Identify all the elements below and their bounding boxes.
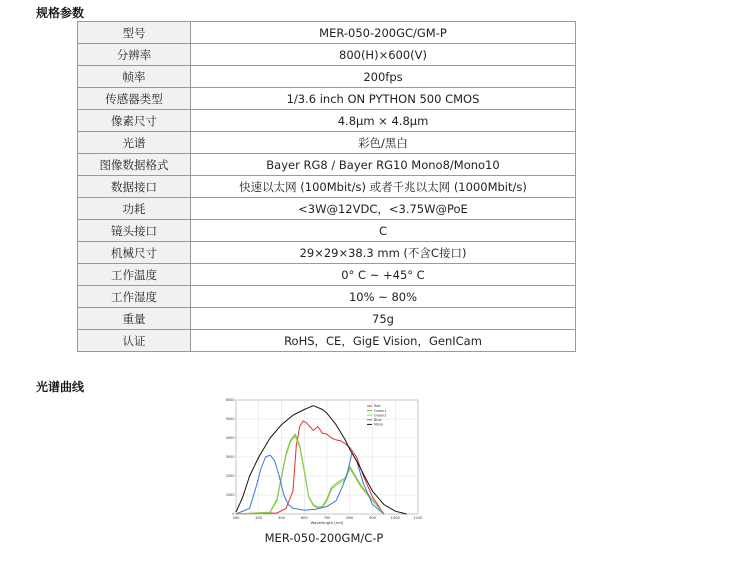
legend-label: Mono [374,422,384,427]
y-tick-label: 4000 [225,436,235,441]
spec-value: <3W@12VDC，<3.75W@PoE [191,198,576,220]
spec-key: 工作温度 [78,264,191,286]
spec-row [78,132,576,154]
spec-row [78,198,576,220]
spec-value: MER-050-200GC/GM-P [191,22,576,44]
spec-row [78,176,576,198]
spec-key: 工作湿度 [78,286,191,308]
spec-key: 传感器类型 [78,88,191,110]
y-tick-label: 0 [232,512,235,517]
x-tick-label: 500 [278,516,285,520]
x-tick-label: 700 [323,516,331,520]
spec-value: 29×29×38.3 mm (不含C接口) [191,242,576,264]
y-tick-label: 1000 [225,493,235,498]
y-tick-label: 3000 [225,455,235,460]
x-tick-label: 1000 [390,516,400,520]
spec-row [78,264,576,286]
chart-caption: MER-050-200GM/C-P [264,531,384,545]
x-tick-label: 900 [369,516,376,520]
x-tick-label: 300 [232,516,240,520]
spec-key: 机械尺寸 [78,242,191,264]
spec-value: 4.8μm × 4.8μm [191,110,576,132]
y-tick-label: 2000 [225,474,235,479]
legend-label: Blue [374,418,382,422]
spec-row [78,330,576,352]
spec-value: 10% ~ 80% [191,286,576,308]
spec-row [78,242,576,264]
x-tick-label: 400 [255,516,263,520]
spec-row [78,154,576,176]
y-tick-label: 5000 [225,417,235,422]
spec-key: 型号 [78,22,191,44]
spec-row [78,88,576,110]
spec-value: Bayer RG8 / Bayer RG10 Mono8/Mono10 [191,154,576,176]
spec-row [78,220,576,242]
spec-value: C [191,220,576,242]
spec-key: 重量 [78,308,191,330]
spec-key: 像素尺寸 [78,110,191,132]
spec-value: 快速以太网 (100Mbit/s) 或者千兆以太网 (1000Mbit/s) [191,176,576,198]
spec-row [78,110,576,132]
spec-value: RoHS，CE，GigE Vision，GenICam [191,330,576,352]
spec-value: 彩色/黑白 [191,132,576,154]
spec-value: 1/3.6 inch ON PYTHON 500 CMOS [191,88,576,110]
spec-key: 光谱 [78,132,191,154]
x-tick-label: 600 [300,516,308,520]
spec-row [78,22,576,44]
x-axis-label: Wavelength [nm] [310,520,344,525]
x-tick-label: 800 [346,516,354,520]
spectrum-section-title: 光谱曲线 [36,380,85,394]
y-tick-label: 6000 [225,398,235,403]
spec-value: 200fps [191,66,576,88]
spec-key: 帧率 [78,66,191,88]
spec-section-title: 规格参数 [36,6,85,20]
spec-key: 图像数据格式 [78,154,191,176]
spec-row [78,66,576,88]
spectrum-chart-svg [224,396,424,526]
x-tick-label: 1100 [413,516,423,520]
spec-key: 分辨率 [78,44,191,66]
spec-row [78,308,576,330]
legend-label: Green2 [374,413,387,418]
spec-key: 数据接口 [78,176,191,198]
legend-label: Green1 [374,408,387,413]
spec-row [78,44,576,66]
legend-label: Red [374,404,381,409]
spec-key: 认证 [78,330,191,352]
spec-table [77,21,576,352]
spec-value: 75g [191,308,576,330]
spectrum-chart [224,396,424,526]
spec-key: 功耗 [78,198,191,220]
spec-value: 0° C ~ +45° C [191,264,576,286]
spec-key: 镜头接口 [78,220,191,242]
spec-row [78,286,576,308]
spec-value: 800(H)×600(V) [191,44,576,66]
